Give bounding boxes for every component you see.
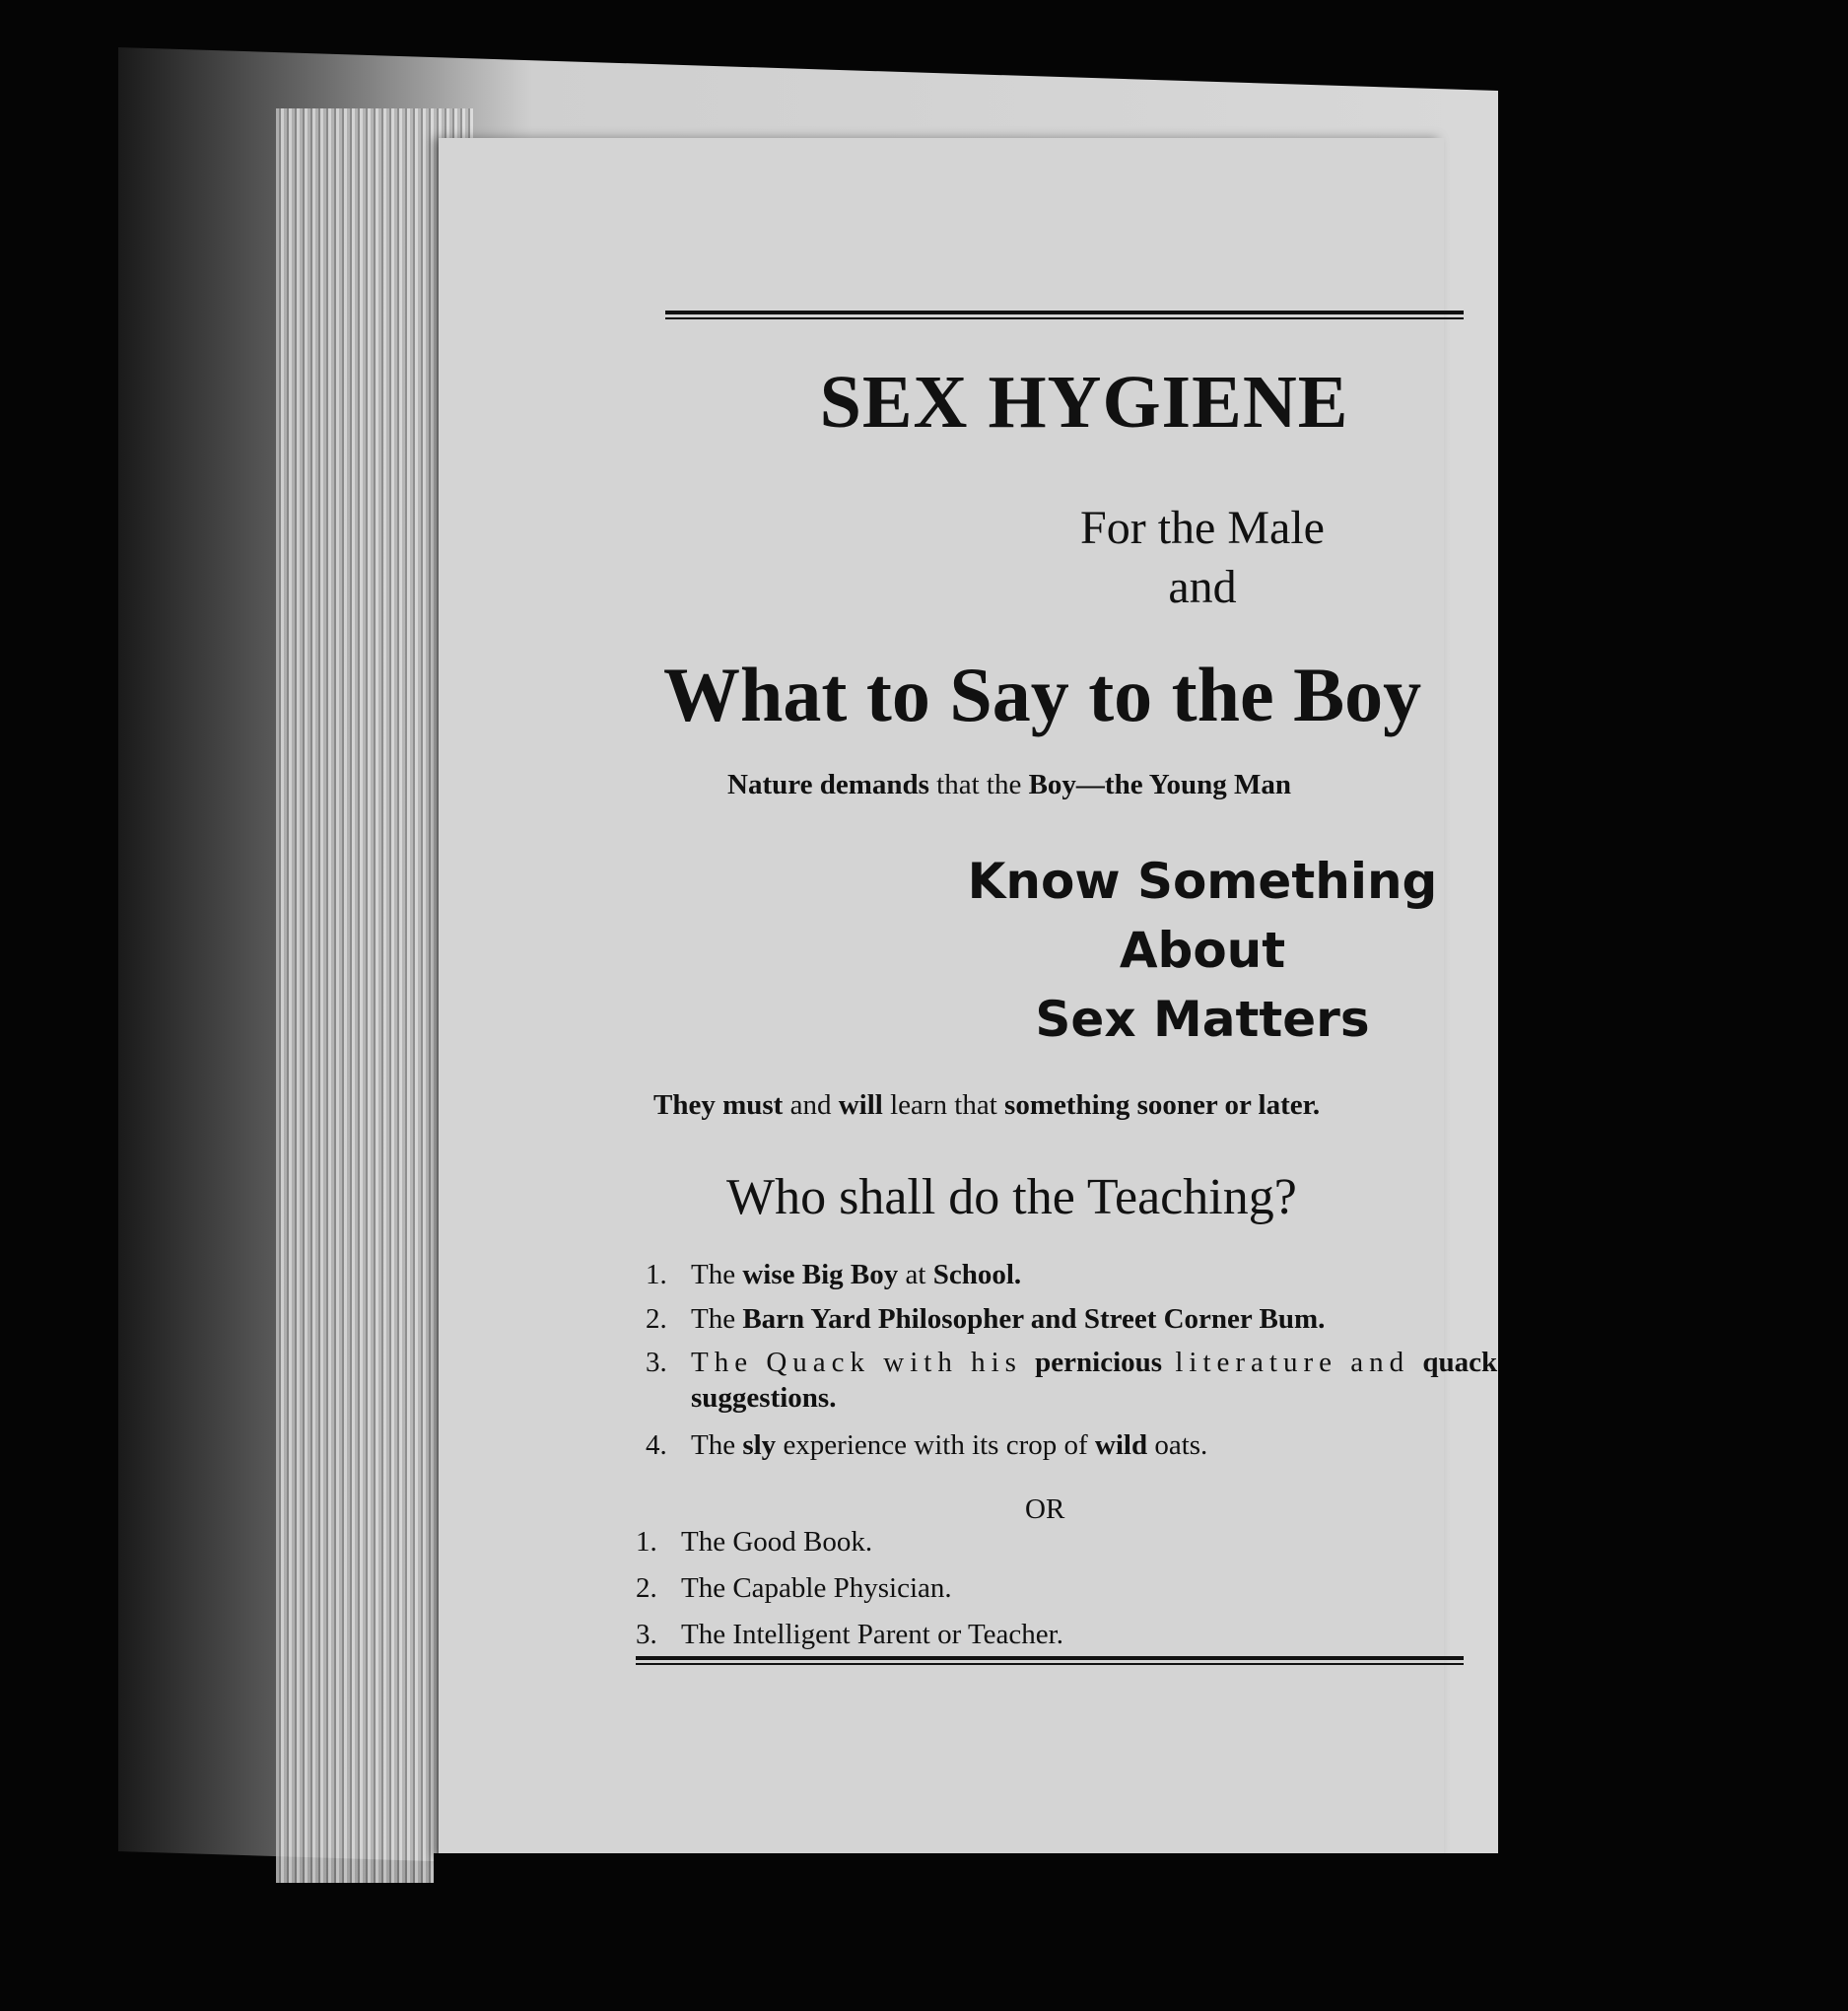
list-number: 2. xyxy=(646,1303,667,1335)
demand-line xyxy=(727,769,1291,801)
demand-bold-2: Boy—the Young Man xyxy=(1028,769,1291,800)
list-text: The xyxy=(691,1259,743,1290)
must-word-they: They xyxy=(653,1089,723,1121)
list-text: The Capable Physician. xyxy=(681,1572,952,1604)
list-number: 3. xyxy=(636,1619,657,1650)
list-text-bold: sly xyxy=(742,1429,777,1461)
list-text: The xyxy=(691,1303,743,1335)
demand-bold-1: Nature demands xyxy=(727,769,929,800)
teaching-question: Who shall do the Teaching? xyxy=(726,1169,1297,1225)
list-item xyxy=(636,1526,872,1559)
list-item xyxy=(636,1619,1063,1651)
must-word-and: and xyxy=(783,1089,839,1121)
know-line-2: About xyxy=(1119,922,1286,979)
top-double-rule xyxy=(665,311,1464,321)
list-item xyxy=(646,1347,1497,1379)
list-text-bold: School. xyxy=(932,1259,1022,1290)
must-line xyxy=(653,1089,1320,1122)
subtitle-line-2: and xyxy=(1168,561,1237,613)
must-word-learn: learn that xyxy=(882,1089,1005,1121)
list-text-bold: Barn Yard Philosopher and Street Corner Bum. xyxy=(742,1303,1326,1335)
list-text: experience with its crop of xyxy=(776,1429,1095,1461)
list-number: 3. xyxy=(646,1347,667,1378)
subtitle-line-1: For the Male xyxy=(1080,502,1325,554)
list-number: 1. xyxy=(646,1259,667,1290)
list-item xyxy=(646,1259,1021,1291)
list-item xyxy=(646,1303,1325,1336)
list-text: literature and xyxy=(1162,1347,1423,1378)
advertisement-page xyxy=(439,138,1498,1858)
must-word-something: something sooner or later. xyxy=(1004,1089,1321,1121)
list-item xyxy=(636,1572,952,1605)
or-separator: OR xyxy=(1025,1493,1065,1525)
list-text-bold: wild xyxy=(1094,1429,1148,1461)
must-word-must: must xyxy=(722,1089,784,1121)
demand-plain: that the xyxy=(928,769,1029,800)
list-text: The xyxy=(691,1429,743,1461)
know-line-1: Know Something xyxy=(967,853,1438,910)
list-text: The Intelligent Parent or Teacher. xyxy=(681,1619,1063,1650)
list-text: at xyxy=(898,1259,933,1290)
list-text-bold: quack xyxy=(1422,1347,1498,1378)
list-text: oats. xyxy=(1147,1429,1208,1461)
background-shadow xyxy=(434,1853,1518,2011)
headline: What to Say to the Boy xyxy=(663,652,1422,737)
know-line-3: Sex Matters xyxy=(1035,991,1370,1048)
list-text: The Quack with his xyxy=(691,1347,1036,1378)
list-number: 4. xyxy=(646,1429,667,1461)
list-item-continuation: suggestions. xyxy=(691,1382,837,1414)
page-title: SEX HYGIENE xyxy=(819,361,1349,444)
list-text: The Good Book. xyxy=(681,1526,873,1558)
list-text-bold: pernicious xyxy=(1035,1347,1163,1378)
list-item xyxy=(646,1429,1207,1462)
must-word-will: will xyxy=(838,1089,883,1121)
bottom-double-rule xyxy=(636,1656,1464,1667)
list-number: 2. xyxy=(636,1572,657,1604)
list-number: 1. xyxy=(636,1526,657,1558)
list-text-bold: wise Big Boy xyxy=(742,1259,899,1290)
